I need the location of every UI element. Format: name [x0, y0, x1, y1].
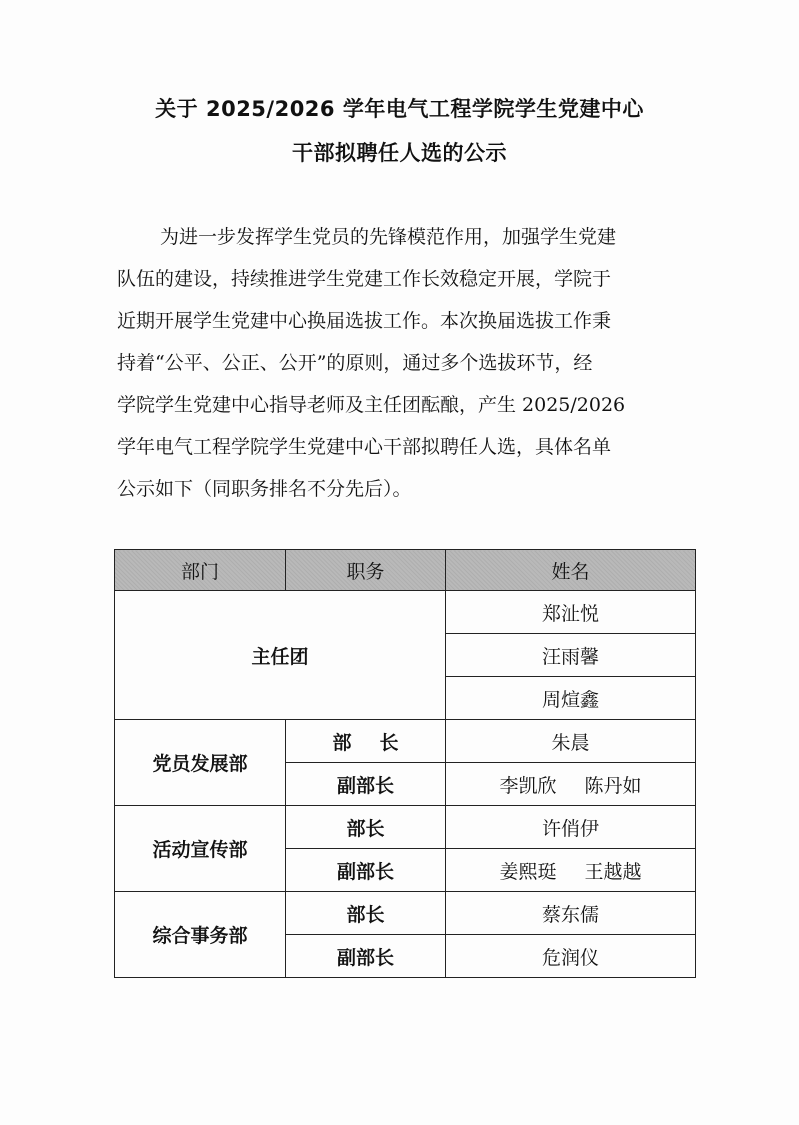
- member-name: 陈丹如: [584, 774, 642, 797]
- position-chief: [286, 720, 446, 763]
- member-names: [446, 763, 696, 806]
- document-title-line-2: 干部拟聘任人选的公示: [292, 141, 507, 165]
- paragraph-line: 近期开展学生党建中心换届选拔工作。本次换届选拔工作秉: [117, 310, 612, 332]
- member-name: 许俏伊: [446, 806, 696, 849]
- member-name: 危润仪: [446, 935, 696, 978]
- header-department: 部门: [115, 550, 286, 591]
- member-name: 朱晨: [446, 720, 696, 763]
- paragraph-line: 公示如下（同职务排名不分先后）。: [117, 478, 412, 500]
- position-deputy: 副部长: [286, 849, 446, 892]
- position-chief-char-2: 长: [379, 731, 399, 754]
- dept-huodong: 活动宣传部: [115, 806, 286, 892]
- member-name: 周煊鑫: [446, 677, 696, 720]
- member-name: 汪雨馨: [446, 634, 696, 677]
- member-name: 姜熙珽: [499, 860, 557, 883]
- document-title-line-1: 关于 2025/2026 学年电气工程学院学生党建中心: [155, 97, 644, 121]
- dept-dangyuan: 党员发展部: [115, 720, 286, 806]
- table-row: [115, 720, 696, 763]
- paragraph-line: 学院学生党建中心指导老师及主任团酝酿，产生 2025/2026: [117, 394, 626, 416]
- header-position: 职务: [286, 550, 446, 591]
- member-names: [446, 849, 696, 892]
- table-header-row: [115, 550, 696, 591]
- paragraph-line: 持着“公平、公正、公开”的原则，通过多个选拔环节，经: [117, 352, 593, 374]
- paragraph-line: 队伍的建设，持续推进学生党建工作长效稳定开展，学院于: [117, 268, 612, 290]
- position-deputy: 副部长: [286, 763, 446, 806]
- paragraph-line: 为进一步发挥学生党员的先锋模范作用，加强学生党建: [160, 226, 617, 248]
- table-row: [115, 591, 696, 634]
- member-name: 李凯欣: [499, 774, 557, 797]
- position-chief-char-1: 部: [332, 731, 352, 754]
- position-deputy: 副部长: [286, 935, 446, 978]
- table-row: [115, 806, 696, 849]
- member-name: 王越越: [584, 860, 642, 883]
- table-row: [115, 892, 696, 935]
- paragraph-line: 学年电气工程学院学生党建中心干部拟聘任人选，具体名单: [117, 436, 612, 458]
- member-name: 郑沚悦: [446, 591, 696, 634]
- member-name: 蔡东儒: [446, 892, 696, 935]
- position-chief: 部长: [286, 806, 446, 849]
- dept-zonghe: 综合事务部: [115, 892, 286, 978]
- roster-table: [114, 549, 696, 978]
- dept-zhuren: 主任团: [115, 591, 446, 720]
- position-chief: 部长: [286, 892, 446, 935]
- header-name: 姓名: [446, 550, 696, 591]
